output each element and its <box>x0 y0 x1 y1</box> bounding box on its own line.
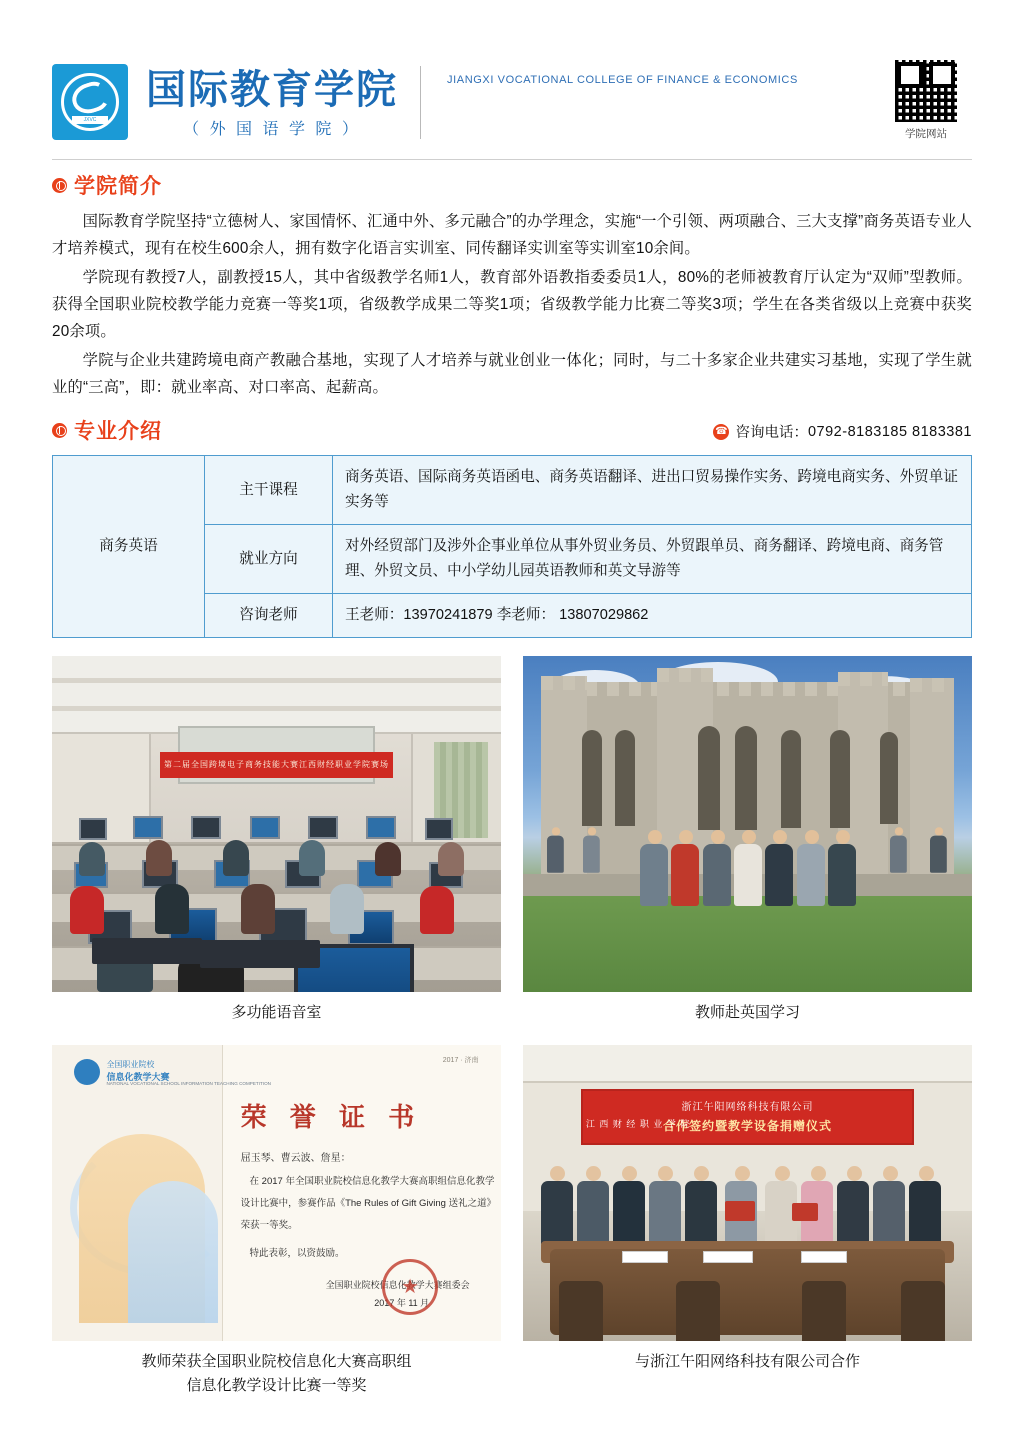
logo-text-block <box>146 66 421 139</box>
row-label-courses: 主干课程 <box>205 456 333 525</box>
intro-paragraph: 学院现有教授7人，副教授15人，其中省级教学名师1人，教育部外语教指委委员1人，80%的老师被教育厅认定为“双师”型教师。获得全国职业院校教学能力竞赛一等奖1项，省级教学成果二等奖1项；省级教学能力比赛二等奖3项；学生在各类省级以上竞赛中获奖20余项。 <box>52 269 972 340</box>
cert-body-line4: 荣获一等奖。 <box>240 1220 298 1231</box>
photo-caption-certificate <box>141 1350 411 1398</box>
signing-banner-line2: 江 西 财 经 职 业 学 院 <box>585 1119 691 1129</box>
cert-org-en: NATIONAL VOCATIONAL SCHOOL INFORMATION TEACHING COMPETITION <box>106 1081 271 1086</box>
cert-signer: 全国职业院校信息化教学大赛组委会 <box>325 1280 470 1290</box>
photo-cell-certificate <box>52 1045 501 1398</box>
section-title-majors <box>52 415 162 445</box>
cert-org-line1: 全国职业院校 <box>106 1060 155 1069</box>
photo-cell-signing <box>523 1045 972 1398</box>
cert-title: 荣 誉 证 书 <box>240 1102 423 1132</box>
photo-cell-uk <box>523 656 972 1025</box>
row-label-employment: 就业方向 <box>205 525 333 594</box>
section-title-intro-label: 学院简介 <box>74 175 162 198</box>
lab-banner-text: 第二届全国跨境电子商务技能大赛江西财经职业学院赛场 <box>160 752 393 778</box>
emblem-mark-text: JXVC <box>83 117 97 123</box>
row-value-employment: 对外经贸部门及涉外企事业单位从事外贸业务员、外贸跟单员、商务翻译、跨境电商、商务管理、外贸文员、中小学幼儿园英语教师和英文导游等 <box>333 525 972 594</box>
photo-gallery <box>52 656 972 1398</box>
cert-body-line2: 在 2017 年全国职业院校信息化教学大赛高职组信息化教学 <box>249 1176 495 1187</box>
row-value-courses: 商务英语、国际商务英语函电、商务英语翻译、进出口贸易操作实务、跨境电商实务、外贸单证实务等 <box>333 456 972 525</box>
photo-caption-certificate-line2: 信息化教学设计比赛一等奖 <box>186 1377 367 1394</box>
intro-paragraph: 学院与企业共建跨境电商产教融合基地，实现了人才培养与就业创业一体化；同时，与二十多家企业共建实习基地，实现了学生就业的“三高”，即：就业率高、对口率高、起薪高。 <box>52 352 972 396</box>
college-name-english: JIANGXI VOCATIONAL COLLEGE OF FINANCE & ECONOMICS <box>447 74 798 86</box>
photo-cell-lab <box>52 656 501 1025</box>
consult-phone <box>713 421 972 445</box>
photo-row-top <box>52 656 972 1025</box>
section-title-majors-label: 专业介绍 <box>74 420 162 443</box>
photo-honor-certificate <box>52 1045 501 1341</box>
photo-caption-signing: 与浙江午阳网络科技有限公司合作 <box>634 1353 860 1370</box>
major-name-cell: 商务英语 <box>53 456 205 638</box>
cert-org-line2: 信息化教学大赛 <box>106 1072 170 1082</box>
phone-icon <box>713 424 729 440</box>
cert-body-line1: 屈玉琴、曹云波、詹星： <box>240 1153 351 1164</box>
photo-uk-study-tour <box>523 656 972 992</box>
signing-banner-line1: 浙江午阳网络科技有限公司 <box>681 1102 814 1113</box>
photo-computer-lab <box>52 656 501 992</box>
college-name: 国际教育学院 <box>146 67 398 112</box>
intro-paragraph: 国际教育学院坚持“立德树人、家国情怀、汇通中外、多元融合”的办学理念，实施“一个引领、两项融合、三大支撑”商务英语专业人才培养模式，现有在校生600余人，拥有数字化语言实训室、同传翻译实训室等实训室10余间。 <box>52 213 972 257</box>
row-label-teachers: 咨询老师 <box>205 594 333 638</box>
competition-logo-icon <box>74 1059 100 1085</box>
consult-phone-label: 咨询电话： <box>735 425 808 441</box>
qr-code-label: 学院网站 <box>905 128 947 140</box>
qr-code-icon <box>895 60 957 122</box>
intro-body <box>52 208 972 401</box>
photo-row-bottom <box>52 1045 972 1398</box>
college-emblem-icon <box>52 64 128 140</box>
cert-date: 2017 年 11 月 <box>374 1298 430 1308</box>
section-title-intro <box>52 170 972 200</box>
consult-phone-numbers: 0792-8183185 8183381 <box>807 423 972 440</box>
cert-body-line5: 特此表彰，以资鼓励。 <box>249 1248 345 1259</box>
cert-seal-icon <box>382 1259 438 1315</box>
college-name-sub: （ 外 国 语 学 院 ） <box>183 120 361 138</box>
college-logo <box>52 50 421 140</box>
bullet-icon <box>52 178 67 193</box>
cert-body-line3: 设计比赛中，参赛作品《The Rules of Gift Giving 送礼之道》 <box>240 1198 497 1209</box>
photo-caption-uk: 教师赴英国学习 <box>694 1004 800 1021</box>
majors-table <box>52 455 972 638</box>
bullet-icon <box>52 423 67 438</box>
signing-banner-line3: 合作签约暨教学设备捐赠仪式 <box>662 1119 832 1133</box>
table-row <box>53 456 972 525</box>
majors-header-row <box>52 415 972 445</box>
page-header <box>52 50 972 160</box>
photo-signing-ceremony <box>523 1045 972 1341</box>
cert-year-note: 2017 · 济南 <box>442 1057 479 1064</box>
photo-caption-lab: 多功能语音室 <box>231 1004 322 1021</box>
row-value-teachers: 王老师：13970241879 李老师： 13807029862 <box>333 594 972 638</box>
website-qr-block <box>880 60 972 141</box>
photo-caption-certificate-line1: 教师荣获全国职业院校信息化大赛高职组 <box>141 1353 412 1370</box>
